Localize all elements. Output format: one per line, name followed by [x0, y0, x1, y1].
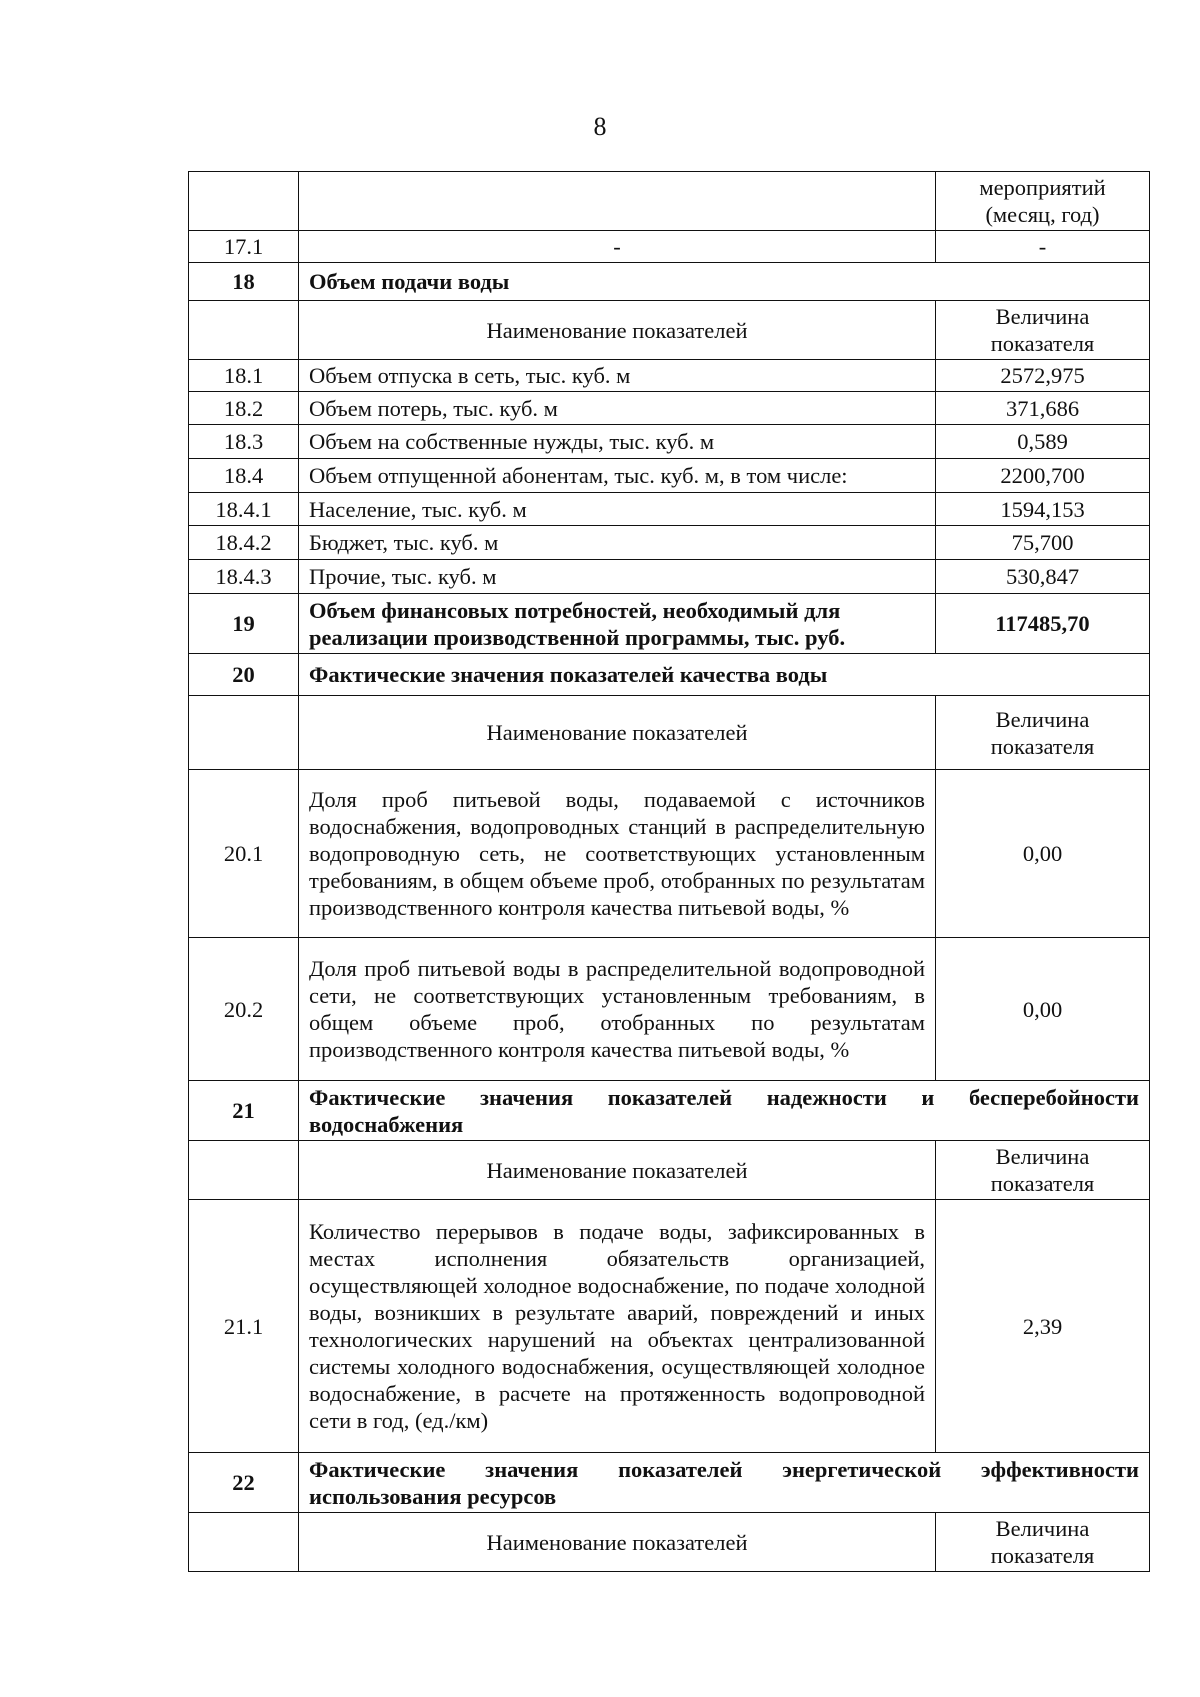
- row-number-cell: 18.4.1: [189, 493, 299, 526]
- section-number: 22: [189, 1453, 299, 1513]
- name-cell: Количество перерывов в подаче воды, зафиксированных в местах исполнения обязательств организацией, осуществляющей холодное водоснабжение, по подаче холодной воды, возникших в результате аварий, повреждений и иных технологических нарушений на объектах централизованной системы холодного водоснабжения, осуществляющей холодное водоснабжение, в расчете на протяженность водопроводной сети в год, (ед./км): [299, 1200, 936, 1453]
- name-header: Наименование показателей: [299, 1513, 936, 1572]
- section-title: Фактические значения показателей энергетической эффективности использования ресурсов: [299, 1453, 1150, 1513]
- row-number-cell: 21.1: [189, 1200, 299, 1453]
- name-header: Наименование показателей: [299, 301, 936, 360]
- value-cell: 2572,975: [936, 360, 1150, 392]
- row-number-cell: 18.4.2: [189, 526, 299, 560]
- table-row: [189, 594, 1150, 654]
- row-number-cell: [189, 1141, 299, 1200]
- value-cell: 2200,700: [936, 459, 1150, 493]
- column-header-row: [189, 696, 1150, 770]
- value-cell: 117485,70: [936, 594, 1150, 654]
- name-cell: Население, тыс. куб. м: [299, 493, 936, 526]
- section-row: [189, 263, 1150, 301]
- table-row: [189, 392, 1150, 425]
- value-cell: -: [936, 231, 1150, 263]
- value-header: Величина показателя: [936, 696, 1150, 770]
- section-title: Фактические значения показателей качества воды: [299, 654, 1150, 696]
- section-number: 21: [189, 1081, 299, 1141]
- name-cell: Прочие, тыс. куб. м: [299, 560, 936, 594]
- name-cell: Доля проб питьевой воды в распределительной водопроводной сети, не соответствующих установленным требованиям, в общем объеме проб, отобранных по результатам производственного контроля качества питьевой воды, %: [299, 938, 936, 1081]
- section-title: Объем подачи воды: [299, 263, 1150, 301]
- column-header-row: [189, 1141, 1150, 1200]
- name-cell: Бюджет, тыс. куб. м: [299, 526, 936, 560]
- name-cell: [299, 172, 936, 231]
- section-row: [189, 1081, 1150, 1141]
- name-cell: Объем на собственные нужды, тыс. куб. м: [299, 425, 936, 459]
- value-cell: 1594,153: [936, 493, 1150, 526]
- row-number-cell: 18.1: [189, 360, 299, 392]
- name-header: Наименование показателей: [299, 1141, 936, 1200]
- section-row: [189, 654, 1150, 696]
- section-title: Фактические значения показателей надежности и бесперебойности водоснабжения: [299, 1081, 1150, 1141]
- value-cell: 0,589: [936, 425, 1150, 459]
- row-number-cell: [189, 172, 299, 231]
- row-number-cell: 18.4.3: [189, 560, 299, 594]
- value-cell: 75,700: [936, 526, 1150, 560]
- value-cell: 2,39: [936, 1200, 1150, 1453]
- row-number-cell: 20.1: [189, 770, 299, 938]
- name-cell: Объем отпуска в сеть, тыс. куб. м: [299, 360, 936, 392]
- table-row: [189, 425, 1150, 459]
- value-cell: 371,686: [936, 392, 1150, 425]
- name-cell: -: [299, 231, 936, 263]
- value-header: Величина показателя: [936, 1141, 1150, 1200]
- table-row: [189, 231, 1150, 263]
- name-cell: Объем финансовых потребностей, необходимый для реализации производственной программы, тыс. руб.: [299, 594, 936, 654]
- indicators-table: [188, 171, 1150, 1572]
- section-number: 18: [189, 263, 299, 301]
- table-row: [189, 526, 1150, 560]
- value-cell: 0,00: [936, 770, 1150, 938]
- row-number-cell: [189, 1513, 299, 1572]
- name-cell: Объем потерь, тыс. куб. м: [299, 392, 936, 425]
- row-number-cell: 18.2: [189, 392, 299, 425]
- row-number-cell: 17.1: [189, 231, 299, 263]
- row-number-cell: 18.3: [189, 425, 299, 459]
- section-number: 19: [189, 594, 299, 654]
- name-header: Наименование показателей: [299, 696, 936, 770]
- table-row: [189, 1200, 1150, 1453]
- table-row: [189, 770, 1150, 938]
- column-header-row: [189, 301, 1150, 360]
- value-cell: 0,00: [936, 938, 1150, 1081]
- row-number-cell: [189, 696, 299, 770]
- table-row: [189, 560, 1150, 594]
- column-header-row: [189, 1513, 1150, 1572]
- table-row: [189, 360, 1150, 392]
- row-number-cell: 20.2: [189, 938, 299, 1081]
- value-header: Величина показателя: [936, 1513, 1150, 1572]
- name-cell: Доля проб питьевой воды, подаваемой с источников водоснабжения, водопроводных станций в распределительную водопроводную сеть, не соответствующих установленным требованиям, в общем объеме проб, отобранных по результатам производственного контроля качества питьевой воды, %: [299, 770, 936, 938]
- section-row: [189, 1453, 1150, 1513]
- table-row: [189, 938, 1150, 1081]
- table-row: [189, 172, 1150, 231]
- table-row: [189, 459, 1150, 493]
- page-number: 8: [593, 112, 607, 141]
- table-row: [189, 493, 1150, 526]
- row-number-cell: 18.4: [189, 459, 299, 493]
- section-number: 20: [189, 654, 299, 696]
- row-number-cell: [189, 301, 299, 360]
- name-cell: Объем отпущенной абонентам, тыс. куб. м, в том числе:: [299, 459, 936, 493]
- value-cell: мероприятий (месяц, год): [936, 172, 1150, 231]
- value-cell: 530,847: [936, 560, 1150, 594]
- value-header: Величина показателя: [936, 301, 1150, 360]
